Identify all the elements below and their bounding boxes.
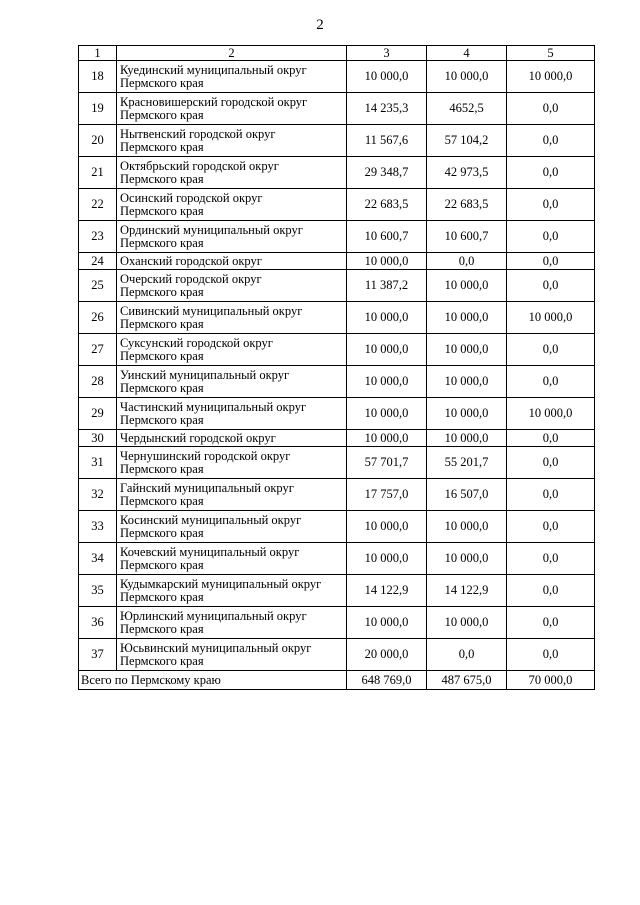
value-column-3: 10 000,0 (347, 366, 427, 398)
value-column-3: 20 000,0 (347, 639, 427, 671)
value-column-5: 0,0 (507, 125, 595, 157)
table-row (79, 511, 595, 543)
municipality-name-line-2: Пермского края (120, 284, 204, 299)
municipality-name-line-1: Сивинский муниципальный округ (120, 303, 303, 318)
municipality-name-line-1: Очерский городской округ (120, 271, 262, 286)
municipality-name (117, 639, 347, 671)
value-column-3: 17 757,0 (347, 479, 427, 511)
municipality-name (117, 253, 347, 270)
value-column-4: 10 600,7 (427, 221, 507, 253)
municipality-name (117, 479, 347, 511)
municipality-name (117, 366, 347, 398)
value-column-4: 14 122,9 (427, 575, 507, 607)
municipality-name-line-1: Октябрьский городской округ (120, 158, 279, 173)
table-row (79, 157, 595, 189)
municipality-name-line-2: Пермского края (120, 621, 204, 636)
value-column-4: 57 104,2 (427, 125, 507, 157)
value-column-3: 10 000,0 (347, 511, 427, 543)
table-row (79, 334, 595, 366)
municipality-name-line-1: Гайнский муниципальный округ (120, 480, 294, 495)
table-body (79, 46, 595, 690)
row-number: 27 (79, 334, 117, 366)
value-column-4: 42 973,5 (427, 157, 507, 189)
value-column-3: 14 235,3 (347, 93, 427, 125)
row-number: 19 (79, 93, 117, 125)
value-column-5: 0,0 (507, 479, 595, 511)
municipality-name (117, 398, 347, 430)
table-row (79, 253, 595, 270)
value-column-3: 29 348,7 (347, 157, 427, 189)
municipality-name-line-1: Уинский муниципальный округ (120, 367, 290, 382)
row-number: 35 (79, 575, 117, 607)
total-value-column-4: 487 675,0 (427, 671, 507, 690)
total-row (79, 671, 595, 690)
table-row (79, 575, 595, 607)
value-column-3: 10 000,0 (347, 607, 427, 639)
value-column-5: 0,0 (507, 607, 595, 639)
municipality-name (117, 93, 347, 125)
row-number: 28 (79, 366, 117, 398)
value-column-5: 0,0 (507, 575, 595, 607)
value-column-3: 11 387,2 (347, 270, 427, 302)
municipality-name (117, 189, 347, 221)
municipality-name-line-1: Кочевский муниципальный округ (120, 544, 300, 559)
value-column-3: 10 600,7 (347, 221, 427, 253)
municipality-name-line-2: Пермского края (120, 525, 204, 540)
value-column-3: 22 683,5 (347, 189, 427, 221)
municipality-name (117, 125, 347, 157)
value-column-5: 10 000,0 (507, 398, 595, 430)
table-row (79, 93, 595, 125)
value-column-4: 0,0 (427, 639, 507, 671)
municipality-name-line-1: Оханский городской округ (120, 253, 262, 268)
value-column-4: 10 000,0 (427, 270, 507, 302)
total-value-column-5: 70 000,0 (507, 671, 595, 690)
municipality-name-line-2: Пермского края (120, 316, 204, 331)
budget-table (78, 45, 595, 690)
value-column-5: 0,0 (507, 157, 595, 189)
municipality-name (117, 607, 347, 639)
municipality-name-line-2: Пермского края (120, 589, 204, 604)
value-column-4: 10 000,0 (427, 543, 507, 575)
municipality-name-line-2: Пермского края (120, 557, 204, 572)
municipality-name-line-1: Осинский городской округ (120, 190, 263, 205)
municipality-name-line-2: Пермского края (120, 75, 204, 90)
value-column-4: 55 201,7 (427, 447, 507, 479)
municipality-name (117, 447, 347, 479)
municipality-name (117, 430, 347, 447)
value-column-5: 0,0 (507, 334, 595, 366)
municipality-name-line-2: Пермского края (120, 139, 204, 154)
municipality-name-line-1: Частинский муниципальный округ (120, 399, 307, 414)
municipality-name (117, 270, 347, 302)
value-column-5: 0,0 (507, 189, 595, 221)
column-header-1: 1 (79, 46, 117, 61)
table-row (79, 479, 595, 511)
value-column-5: 0,0 (507, 253, 595, 270)
value-column-4: 10 000,0 (427, 607, 507, 639)
value-column-5: 0,0 (507, 270, 595, 302)
value-column-4: 10 000,0 (427, 366, 507, 398)
value-column-3: 10 000,0 (347, 543, 427, 575)
value-column-4: 22 683,5 (427, 189, 507, 221)
table-row (79, 61, 595, 93)
value-column-3: 14 122,9 (347, 575, 427, 607)
row-number: 25 (79, 270, 117, 302)
municipality-name (117, 157, 347, 189)
municipality-name-line-1: Суксунский городской округ (120, 335, 273, 350)
row-number: 21 (79, 157, 117, 189)
table-row (79, 189, 595, 221)
value-column-5: 10 000,0 (507, 302, 595, 334)
column-header-2: 2 (117, 46, 347, 61)
municipality-name-line-1: Куединский муниципальный округ (120, 62, 307, 77)
row-number: 18 (79, 61, 117, 93)
value-column-3: 57 701,7 (347, 447, 427, 479)
municipality-name-line-2: Пермского края (120, 203, 204, 218)
municipality-name-line-2: Пермского края (120, 107, 204, 122)
municipality-name-line-1: Красновишерский городской округ (120, 94, 308, 109)
value-column-3: 11 567,6 (347, 125, 427, 157)
table-row (79, 639, 595, 671)
total-label: Всего по Пермскому краю (79, 671, 347, 690)
municipality-name-line-2: Пермского края (120, 493, 204, 508)
table-row (79, 447, 595, 479)
municipality-name-line-2: Пермского края (120, 380, 204, 395)
table-row (79, 366, 595, 398)
column-header-4: 4 (427, 46, 507, 61)
table-header-row (79, 46, 595, 61)
municipality-name-line-2: Пермского края (120, 235, 204, 250)
row-number: 30 (79, 430, 117, 447)
value-column-5: 0,0 (507, 430, 595, 447)
municipality-name-line-2: Пермского края (120, 461, 204, 476)
table-row (79, 607, 595, 639)
row-number: 29 (79, 398, 117, 430)
municipality-name-line-1: Юрлинский муниципальный округ (120, 608, 307, 623)
value-column-4: 10 000,0 (427, 61, 507, 93)
value-column-3: 10 000,0 (347, 398, 427, 430)
table-row (79, 430, 595, 447)
value-column-5: 10 000,0 (507, 61, 595, 93)
value-column-4: 4652,5 (427, 93, 507, 125)
municipality-name-line-2: Пермского края (120, 171, 204, 186)
municipality-name (117, 61, 347, 93)
value-column-4: 16 507,0 (427, 479, 507, 511)
row-number: 26 (79, 302, 117, 334)
row-number: 33 (79, 511, 117, 543)
row-number: 23 (79, 221, 117, 253)
value-column-4: 10 000,0 (427, 511, 507, 543)
value-column-4: 10 000,0 (427, 398, 507, 430)
municipality-name (117, 575, 347, 607)
value-column-5: 0,0 (507, 93, 595, 125)
value-column-5: 0,0 (507, 639, 595, 671)
value-column-3: 10 000,0 (347, 253, 427, 270)
municipality-name-line-1: Ординский муниципальный округ (120, 222, 303, 237)
table-row (79, 302, 595, 334)
municipality-name-line-1: Кудымкарский муниципальный округ (120, 576, 322, 591)
column-header-5: 5 (507, 46, 595, 61)
value-column-3: 10 000,0 (347, 334, 427, 366)
table-row (79, 270, 595, 302)
municipality-name-line-1: Чердынский городской округ (120, 430, 276, 445)
municipality-name (117, 511, 347, 543)
total-value-column-3: 648 769,0 (347, 671, 427, 690)
value-column-3: 10 000,0 (347, 302, 427, 334)
value-column-4: 10 000,0 (427, 430, 507, 447)
value-column-5: 0,0 (507, 221, 595, 253)
value-column-5: 0,0 (507, 447, 595, 479)
municipality-name-line-1: Чернушинский городской округ (120, 448, 291, 463)
table-row (79, 543, 595, 575)
table-row (79, 221, 595, 253)
row-number: 24 (79, 253, 117, 270)
municipality-name-line-1: Юсьвинский муниципальный округ (120, 640, 312, 655)
municipality-name-line-2: Пермского края (120, 412, 204, 427)
table-row (79, 398, 595, 430)
table-row (79, 125, 595, 157)
column-header-3: 3 (347, 46, 427, 61)
row-number: 32 (79, 479, 117, 511)
value-column-5: 0,0 (507, 543, 595, 575)
row-number: 36 (79, 607, 117, 639)
municipality-name (117, 302, 347, 334)
value-column-5: 0,0 (507, 366, 595, 398)
page-number: 2 (316, 17, 324, 33)
municipality-name-line-1: Косинский муниципальный округ (120, 512, 302, 527)
value-column-4: 0,0 (427, 253, 507, 270)
row-number: 31 (79, 447, 117, 479)
value-column-5: 0,0 (507, 511, 595, 543)
municipality-name-line-1: Нытвенский городской округ (120, 126, 276, 141)
row-number: 22 (79, 189, 117, 221)
value-column-4: 10 000,0 (427, 334, 507, 366)
municipality-name-line-2: Пермского края (120, 348, 204, 363)
value-column-3: 10 000,0 (347, 61, 427, 93)
municipality-name (117, 221, 347, 253)
municipality-name (117, 543, 347, 575)
row-number: 37 (79, 639, 117, 671)
municipality-name-line-2: Пермского края (120, 653, 204, 668)
row-number: 20 (79, 125, 117, 157)
municipality-name (117, 334, 347, 366)
row-number: 34 (79, 543, 117, 575)
value-column-3: 10 000,0 (347, 430, 427, 447)
value-column-4: 10 000,0 (427, 302, 507, 334)
